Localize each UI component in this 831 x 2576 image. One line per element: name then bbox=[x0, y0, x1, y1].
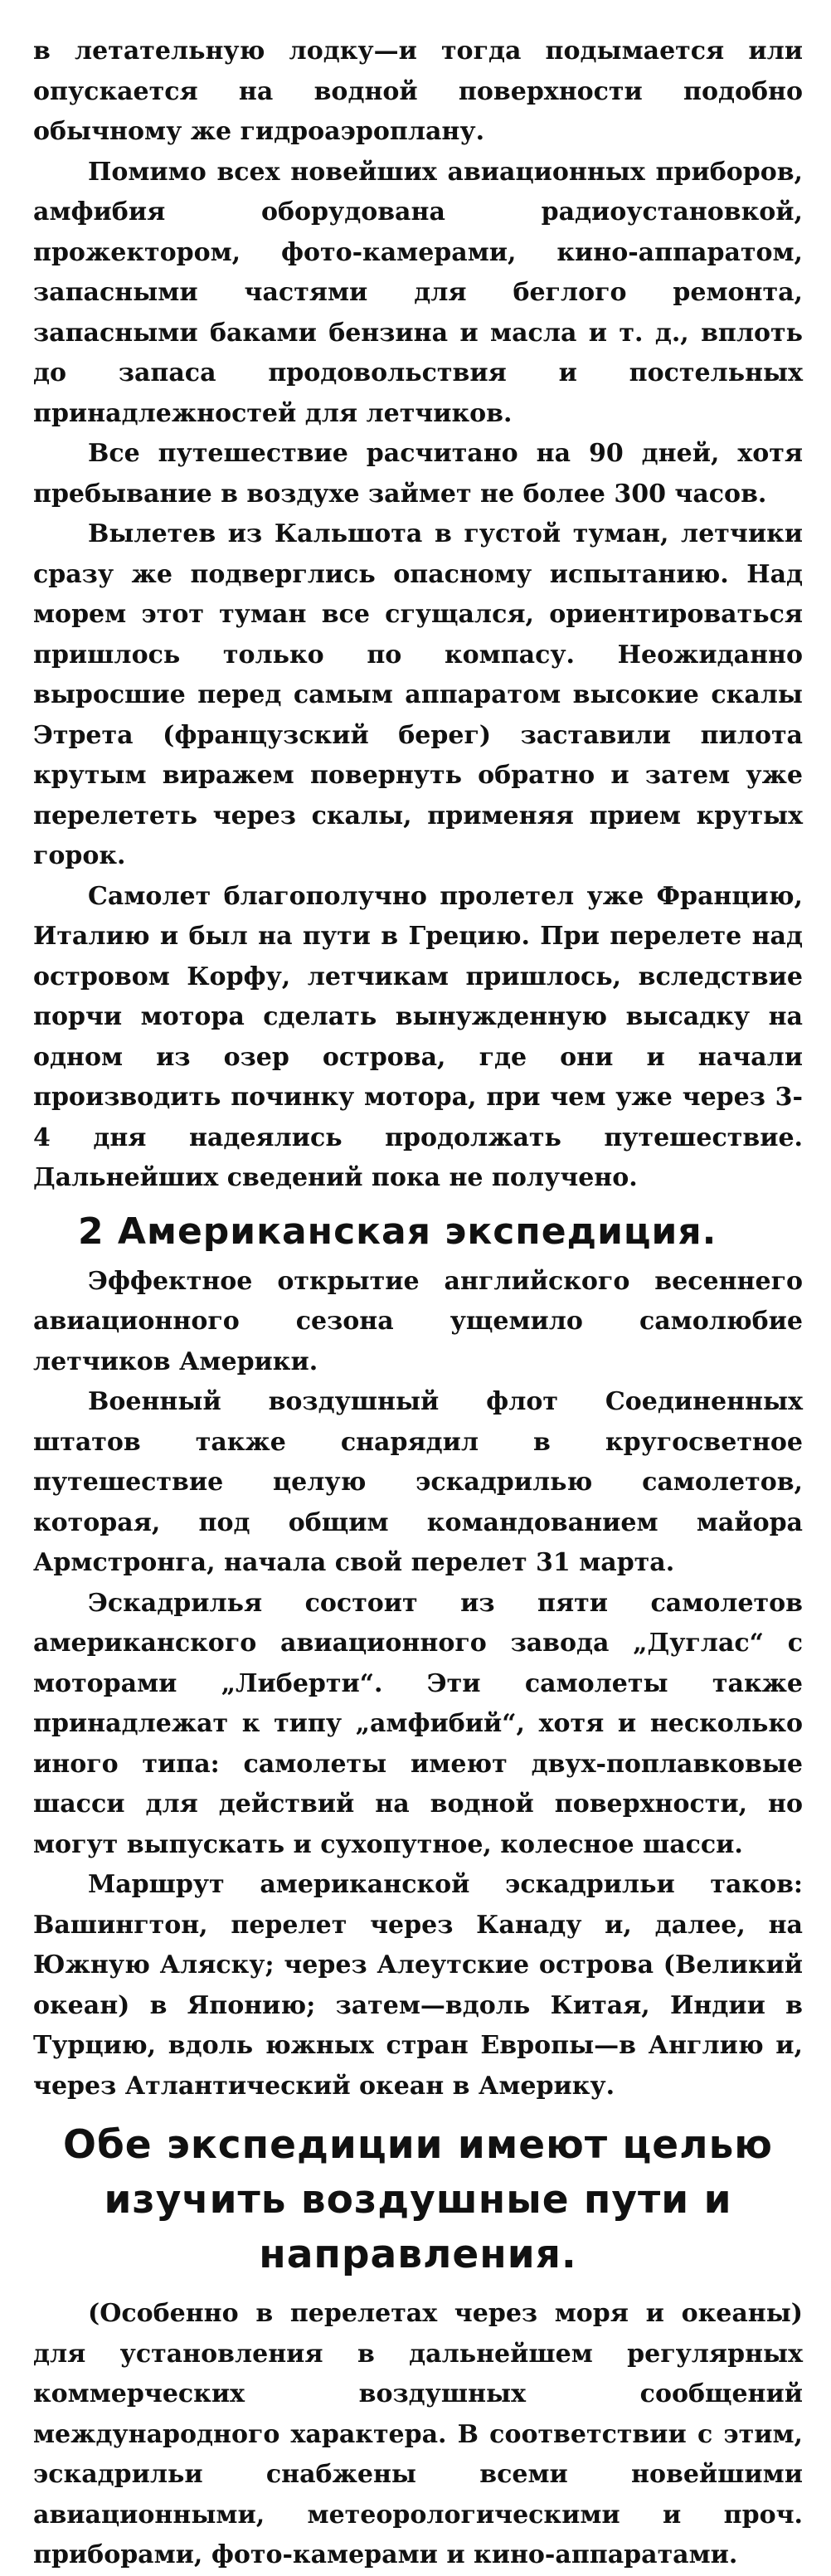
paragraph-equipment: Помимо всех новейших авиационных приборов, амфибия оборудована радиоустановкой, прожектором, фото-камерами, кино-аппаратом, запасными частями для беглого ремонта, запасными баками бензина и масла и т. д., вплоть до запаса продовольствия и постельных принадлежностей для летчиков. bbox=[33, 157, 803, 428]
paragraph-amphibian-landing: в летательную лодку—и тогда подымается или опускается на водной поверхности подобно обычному же гидроаэроплану. bbox=[33, 37, 803, 146]
paragraph-duration: Все путешествие расчитано на 90 дней, хотя пребывание в воздухе займет не более 300 часов. bbox=[33, 439, 803, 509]
paragraph-corfu-landing: Самолет благополучно пролетел уже Францию, Италию и был на пути в Грецию. При перелете над островом Корфу, летчикам пришлось, вследствие порчи мотора сделать вынужденную высадку на одном из озер острова, где они и начали производить починку мотора, при чем уже через 3-4 дня надеялись продолжать путешествие. Дальнейших сведений пока не получено. bbox=[33, 881, 803, 1192]
paragraph-route: Маршрут американской эскадрильи таков: Вашингтон, перелет через Канаду и, далее, на Южную Аляску; через Алеутские острова (Великий океан) в Японию; затем—вдоль Китая, Индии в Турцию, вдоль южных стран Европы—в Англию и, через Атлантический океан в Америку. bbox=[33, 1870, 803, 2101]
paragraph-conclusion: (Особенно в перелетах через моря и океаны) для установления в дальнейшем регулярных коммерческих воздушных сообщений международного характера. В соответствии с этим, эскадрильи снабжены всеми новейшими авиационными, метеорологическими и проч. приборами, фото-камерами и кино-аппаратами. bbox=[33, 2299, 803, 2569]
conclusion-heading: Обе экспедиции имеют целью изучить воздушные пути и направления. bbox=[62, 2122, 773, 2277]
paragraph-fog-flight: Вылетев из Кальшота в густой туман, летчики сразу же подверглись опасному испытанию. Над морем этот туман все сгущался, ориентироваться пришлось только по компасу. Неожиданно выросшие перед самым аппаратом высокие скалы Этрета (французский берег) заставили пилота крутым виражем повернуть обратно и затем уже перелететь через скалы, применяя прием крутых горок. bbox=[33, 519, 803, 870]
paragraph-american-season: Эффектное открытие английского весеннего авиационного сезона ущемило самолюбие летчиков Америки. bbox=[33, 1266, 803, 1376]
paragraph-us-squadron: Военный воздушный флот Соединенных штатов также снарядил в кругосветное путешествие целую эскадрилью самолетов, которая, под общим командованием майора Армстронга, начала свой перелет 31 марта. bbox=[33, 1387, 803, 1577]
section-heading-american-expedition: 2 Американская экспедиция. bbox=[78, 1210, 717, 1253]
paragraph-douglas-aircraft: Эскадрилья состоит из пяти самолетов американского авиационного завода „Дуглас“ с моторами „Либерти“. Эти самолеты также принадлежат к типу „амфибий“, хотя и несколько иного типа: самолеты имеют двух-поплавковые шасси для действий на водной поверхности, но могут выпускать и сухопутное, колесное шасси. bbox=[33, 1588, 803, 1859]
newspaper-column bbox=[33, 32, 803, 2576]
